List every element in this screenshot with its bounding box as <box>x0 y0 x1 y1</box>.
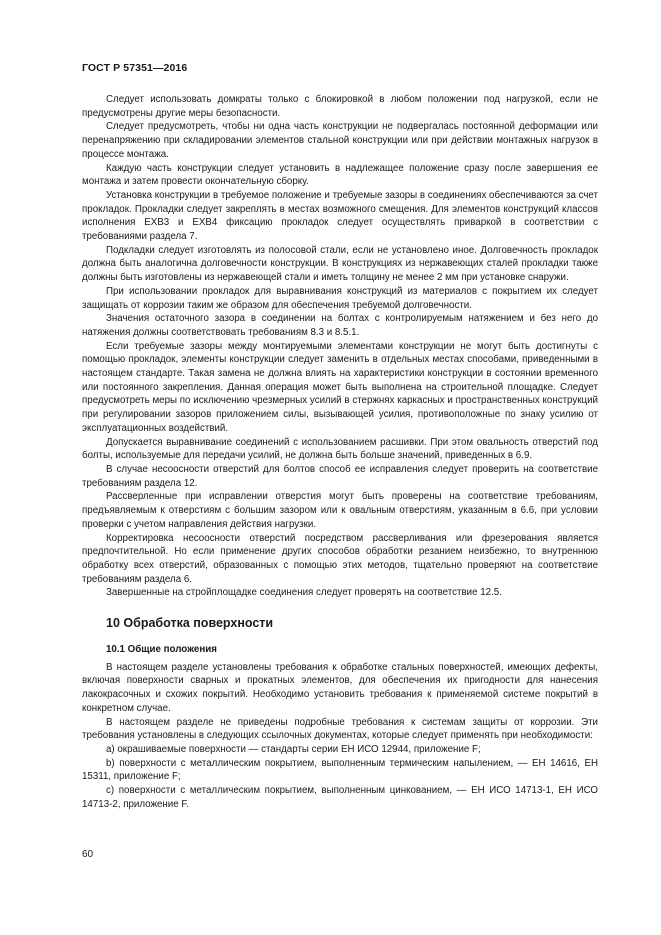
paragraph: Если требуемые зазоры между монтируемыми элементами конструкции не могут быть достигнуты с помощью прокладок, элементы конструкции следует заменить в отдельных местах способами, приведенными в настоящем стандарте. Такая замена не должна влиять на характеристики конструкции в состоянии временного или постоянного закрепления. Данная операция может быть выполнена на строительной площадке. Следует предусмотреть меры по исключению чрезмерных усилий в стержнях каркасных и пространственных конструкций при регулировании зазоров приложением силы, вызывающей усилия, противоположные по знаку усилию от эксплуатационных воздействий. <box>82 340 598 434</box>
paragraph: Следует использовать домкраты только с блокировкой в любом положении под нагрузкой, если не предусмотрены другие меры безопасности. <box>82 94 598 119</box>
section-title: 10 Обработка поверхности <box>106 616 274 631</box>
page-number: 60 <box>82 849 94 860</box>
paragraph: В случае несоосности отверстий для болтов способ ее исправления следует проверить на соответствие требованиям раздела 12. <box>82 463 598 489</box>
paragraph: Подкладки следует изготовлять из полосовой стали, если не установлено иное. Долговечность прокладок должна быть аналогична долговечности конструкции. В конструкциях из нержавеющих сталей прокладки также должны быть изготовлены из нержавеющей стали и иметь толщину не менее 2 мм при установке снаружи. <box>82 244 598 284</box>
paragraph: Каждую часть конструкции следует установить в надлежащее положение сразу после завершения ее монтажа и затем провести окончательную сборку. <box>82 162 598 188</box>
list-item: a) окрашиваемые поверхности — стандарты серии ЕН ИСО 12944, приложение F; <box>106 743 481 755</box>
body-text <box>82 93 598 811</box>
paragraph: Рассверленные при исправлении отверстия могут быть проверены на соответствие требованиям, предъявляемым к отверстиям с большим зазором или к овальным отверстиям, указанным в 6.6, при условии проверки с учетом направления действия нагрузки. <box>82 491 598 530</box>
section-paragraph: В настоящем разделе установлены требования к обработке стальных поверхностей, имеющих дефекты, включая поверхности сварных и прокатных элементов, для обеспечения их пригодности для нанесения лакокрасочных и схожих покрытий. Необходимо установить требования к применяемой системе покрытий в конкретном случае. <box>82 661 598 714</box>
section-paragraph: В настоящем разделе не приведены подробные требования к системам защиты от коррозии. Эти требования установлены в следующих ссылочных документах, которые следует применять при необходимости: <box>82 716 598 742</box>
paragraph: Следует предусмотреть, чтобы ни одна часть конструкции не подвергалась постоянной деформации или перенапряжению при складировании элементов стальной конструкции или при действии монтажных нагрузок в процессе монтажа. <box>82 121 598 160</box>
list-item: b) поверхности с металлическим покрытием, выполненным термическим напылением, — ЕН 14616, ЕН 15311, приложение F; <box>82 757 598 783</box>
paragraph: Корректировка несоосности отверстий посредством рассверливания или фрезерования является предпочтительной. Но если применение других способов обработки резанием неизбежно, то внутреннюю обработку всех отверстий, образованных с помощью этих методов, тщательно проверяют на соответствие требованиям раздела 6. <box>82 532 598 585</box>
standard-header: ГОСТ Р 57351—2016 <box>82 62 188 74</box>
paragraph: Завершенные на стройплощадке соединения следует проверять на соответствие 12.5. <box>106 587 502 599</box>
paragraph: Значения остаточного зазора в соединении на болтах с контролируемым натяжением и без него до натяжения должны соответствовать требованиям 8.3 и 8.5.1. <box>82 313 598 338</box>
paragraph: При использовании прокладок для выравнивания конструкций из материалов с покрытием их следует защищать от коррозии таким же образом для обеспечения требуемой долговечности. <box>82 285 598 311</box>
paragraph: Установка конструкции в требуемое положение и требуемые зазоры в соединениях обеспечиваются за счет прокладок. Прокладки следует закреплять в местах возможного смещения. Для элементов конструкций классов исполнения EXB3 и EXB4 фиксацию прокладок следует осуществлять приваркой в соответствии с требованиями раздела 7. <box>82 189 598 243</box>
subsection-title: 10.1 Общие положения <box>106 644 217 656</box>
paragraph: Допускается выравнивание соединений с использованием расшивки. При этом овальность отверстий под болты, используемые для передачи усилий, не должна быть больше значений, приведенных в 6.9. <box>82 436 598 462</box>
list-item: c) поверхности с металлическим покрытием, выполненным цинкованием, — ЕН ИСО 14713-1, ЕН ИСО 14713-2, приложение F. <box>82 785 598 810</box>
